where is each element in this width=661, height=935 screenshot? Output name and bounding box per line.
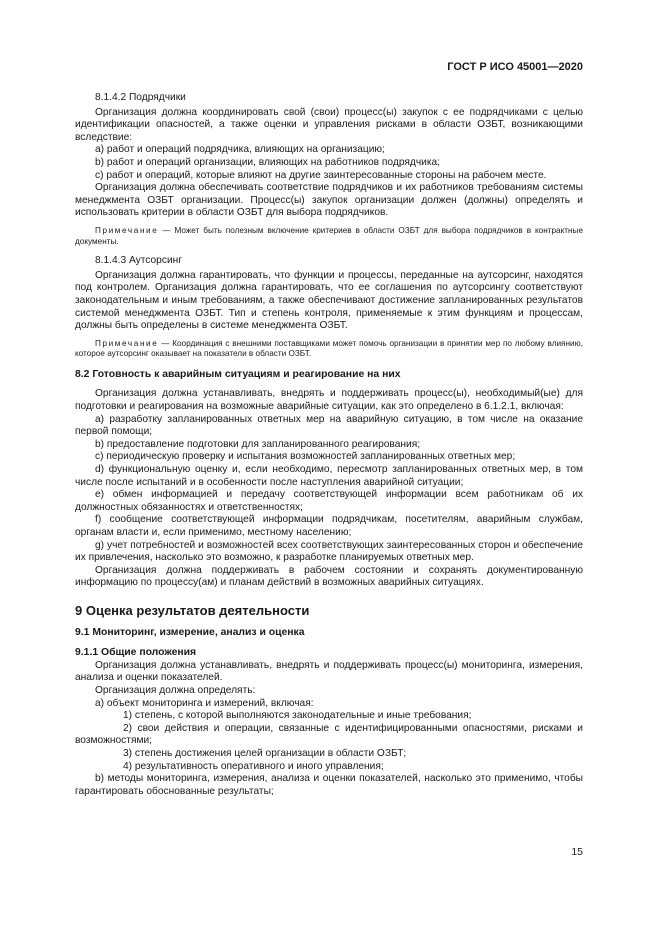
note	[75, 226, 583, 247]
section-911-paragraph: Организация должна устанавливать, внедрять и поддерживать процесс(ы) мониторинга, измерения, анализа и оценки показателей.	[75, 659, 583, 684]
list-item: a) разработку запланированных ответных мер на аварийную ситуацию, в том числе на оказание первой помощи;	[75, 413, 583, 438]
list-item: c) работ и операций, которые влияют на другие заинтересованные стороны на рабочем месте.	[95, 169, 547, 181]
note-text: — Может быть полезным включение критериев в области ОЗБТ для выбора подрядчиков в контрактные документы.	[75, 225, 583, 246]
document-body	[75, 92, 583, 798]
section-8142-paragraph: Организация должна обеспечивать соответствие подрядчиков и их работников требованиям системы менеджмента ОЗБТ организации. Процесс(ы) закупок организации должен (должны) определять и использовать критерии в области ОЗБТ для выбора подрядчиков.	[75, 182, 583, 219]
section-8142-intro: Организация должна координировать свой (свои) процесс(ы) закупок с ее подрядчиками с целью идентификации опасностей, а также оценки и управления рисками в области ОЗБТ, возникающими вследствие:	[75, 106, 583, 143]
note-label: Примечание	[95, 338, 159, 348]
page-number: 15	[571, 846, 583, 858]
section-8143-paragraph: Организация должна гарантировать, что функции и процессы, переданные на аутсорсинг, находятся под контролем. Организация должна гарантировать, что ее соглашения по аутсорсингу соответствуют законодательным и иным требованиям, а также обеспечивают достижение запланированных результатов системой менеджмента ОЗБТ. Тип и степень контроля, применяемые к этим функциям и процессам, должны быть определены в системе менеджмента ОЗБТ.	[75, 269, 583, 332]
section-8142-heading: 8.1.4.2 Подрядчики	[95, 92, 186, 103]
section-82-heading: 8.2 Готовность к аварийным ситуациям и реагирование на них	[75, 368, 401, 380]
sub-list-item: 4) результативность оперативного и иного управления;	[123, 760, 384, 772]
section-8143-heading: 8.1.4.3 Аутсорсинг	[95, 255, 182, 267]
section-911-heading: 9.1.1 Общие положения	[75, 647, 197, 659]
list-item: e) обмен информацией и передачу соответствующей информации всем работникам об их должностных обязанностях и ответственностях;	[75, 489, 583, 513]
sub-list-item: 2) свои действия и операции, связанные с идентифицированными опасностями, рисками и возможностями;	[75, 722, 583, 747]
list-item: d) функциональную оценку и, если необходимо, пересмотр запланированных ответных мер, в том числе после испытаний и в особенности после наступления аварийной ситуации;	[75, 464, 583, 488]
list-item: g) учет потребностей и возможностей всех соответствующих заинтересованных сторон и обеспечение их привлечения, насколько это возможно, к разработке планируемых ответных мер.	[75, 539, 583, 564]
sub-list-item: 1) степень, с которой выполняются законодательные и иные требования;	[123, 710, 472, 722]
section-91-heading: 9.1 Мониторинг, измерение, анализ и оценка	[75, 626, 305, 638]
section-82-closing: Организация должна поддерживать в рабочем состоянии и сохранять документированную информацию по процессу(ам) и планам действий в возможных аварийных ситуациях.	[75, 564, 583, 589]
list-item: a) работ и операций подрядчика, влияющих на организацию;	[95, 144, 385, 156]
list-item: b) предоставление подготовки для запланированного реагирования;	[95, 438, 421, 450]
list-item: b) работ и операций организации, влияющих на работников подрядчика;	[95, 156, 441, 168]
note	[75, 339, 583, 360]
note-text: — Координация с внешними поставщиками может помочь организации в принятии мер по любому влиянию, которое аутсорсинг оказывает на показатели в области ОЗБТ.	[75, 338, 583, 359]
section-911-paragraph: Организация должна определять:	[95, 684, 256, 696]
list-item: a) объект мониторинга и измерений, включая:	[95, 697, 314, 709]
note-label: Примечание	[95, 225, 159, 235]
sub-list-item: 3) степень достижения целей организации в области ОЗБТ;	[123, 747, 407, 759]
list-item: c) периодическую проверку и испытания возможностей запланированных ответных мер;	[95, 451, 516, 463]
section-9-heading: 9 Оценка результатов деятельности	[75, 602, 310, 618]
standard-designation: ГОСТ Р ИСО 45001—2020	[447, 61, 583, 73]
section-82-intro: Организация должна устанавливать, внедрять и поддерживать процесс(ы), необходимый(ые) для подготовки и реагирования на возможные аварийные ситуации, как это определено в 6.1.2.1, включая:	[75, 388, 583, 413]
list-item: b) методы мониторинга, измерения, анализа и оценки показателей, насколько это применимо, чтобы гарантировать обоснованные результаты;	[75, 773, 583, 797]
list-item: f) сообщение соответствующей информации подрядчикам, посетителям, аварийным службам, органам власти и, если применимо, местному населению;	[75, 514, 583, 538]
